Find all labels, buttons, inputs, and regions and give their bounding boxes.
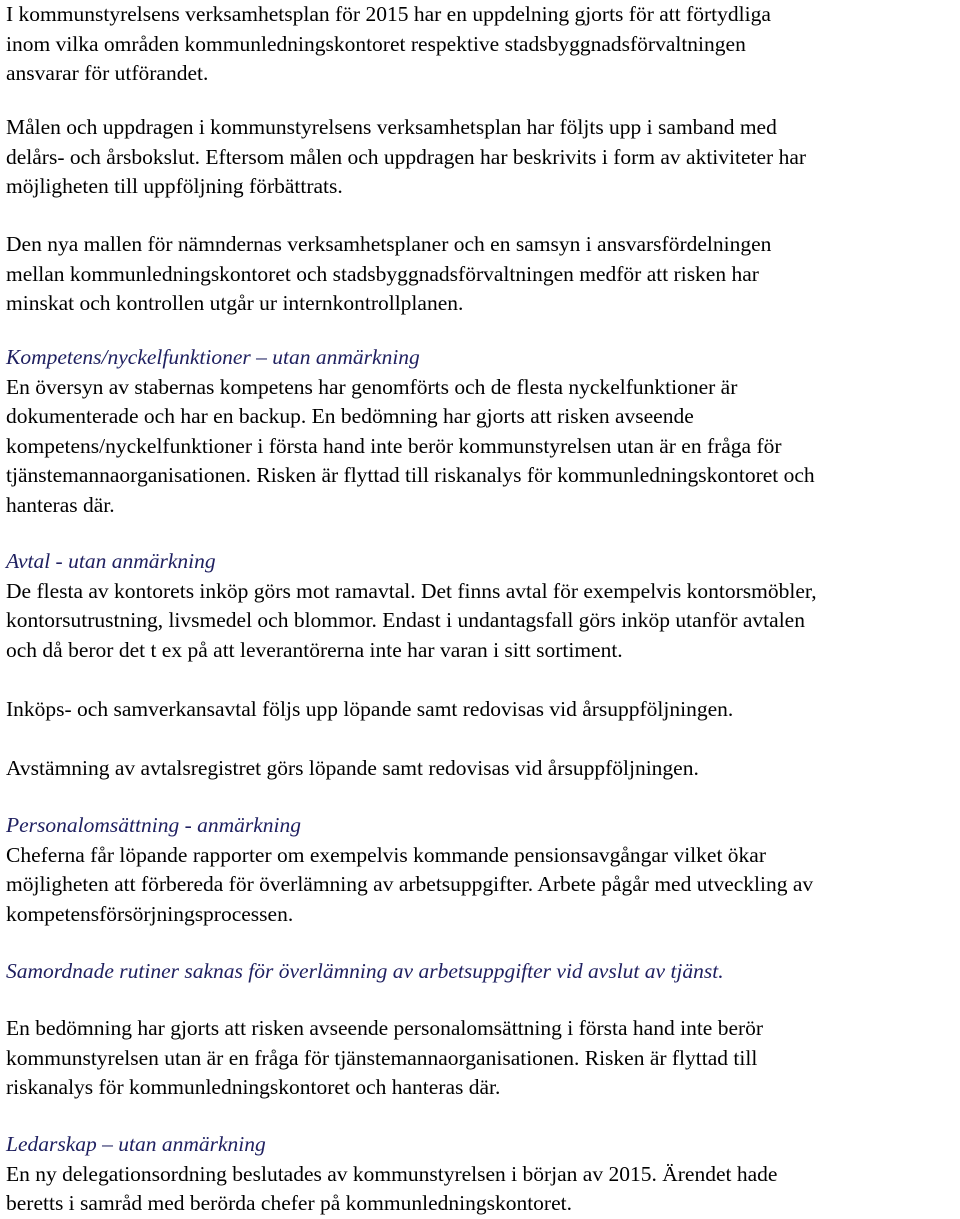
italic-text-line: Samordnade rutiner saknas för överlämning av arbetsuppgifter vid avslut av tjänst. — [6, 959, 724, 983]
text-line: En ny delegationsordning beslutades av kommunstyrelsen i början av 2015. Ärendet hade — [6, 1161, 778, 1186]
text-line: kompetensförsörjningsprocessen. — [6, 901, 294, 926]
text-line: kontorsutrustning, livsmedel och blommor. Endast i undantagsfall görs inköp utanför avtalen — [6, 608, 805, 632]
section-heading: Kompetens/nyckelfunktioner – utan anmärkning — [6, 345, 420, 369]
paragraph-samordnade — [6, 957, 956, 987]
text-line: Målen och uppdragen i kommunstyrelsens verksamhetsplan har följts upp i samband med — [6, 115, 777, 139]
section-heading: Personalomsättning - anmärkning — [6, 813, 302, 837]
text-line: En översyn av stabernas kompetens har genomförts och de flesta nyckelfunktioner är — [6, 374, 738, 399]
text-line: De flesta av kontorets inköp görs mot ramavtal. Det finns avtal för exempelvis kontorsmöbler, — [6, 578, 817, 603]
text-line: ansvarar för utförandet. — [6, 61, 209, 85]
section-kompetens — [6, 343, 956, 520]
text-line: I kommunstyrelsens verksamhetsplan för 2015 har en uppdelning gjorts för att förtydliga — [6, 2, 771, 26]
text-line: mellan kommunledningskontoret och stadsbyggnadsförvaltningen medför att risken har — [6, 261, 759, 286]
text-line: möjligheten till uppföljning förbättrats. — [6, 174, 343, 198]
text-line: och då beror det t ex på att leverantörerna inte har varan i sitt sortiment. — [6, 637, 623, 662]
paragraph-avstamning — [6, 754, 956, 784]
paragraph-verksamhetsplan — [6, 0, 956, 89]
text-line: kommunstyrelsen utan är en fråga för tjänstemannaorganisationen. Risken är flyttad till — [6, 1045, 758, 1070]
text-line: dokumenterade och har en backup. En bedömning har gjorts att risken avseende — [6, 404, 694, 428]
text-line: beretts i samråd med berörda chefer på kommunledningskontoret. — [6, 1191, 572, 1215]
text-line: Cheferna får löpande rapporter om exempelvis kommande pensionsavgångar vilket ökar — [6, 842, 766, 867]
paragraph-bedomning — [6, 1014, 956, 1103]
text-line: delårs- och årsbokslut. Eftersom målen och uppdragen har beskrivits i form av aktiviteter har — [6, 144, 807, 169]
text-line: En bedömning har gjorts att risken avseende personalomsättning i första hand inte berör — [6, 1016, 764, 1040]
text-line: Avstämning av avtalsregistret görs löpande samt redovisas vid årsuppföljningen. — [6, 756, 699, 780]
text-line: Inköps- och samverkansavtal följs upp löpande samt redovisas vid årsuppföljningen. — [6, 697, 734, 721]
section-avtal — [6, 547, 956, 665]
paragraph-malen — [6, 113, 956, 202]
text-line: minskat och kontrollen utgår ur internkontrollplanen. — [6, 291, 464, 315]
text-line: riskanalys för kommunledningskontoret och hanteras där. — [6, 1075, 501, 1099]
text-line: kompetens/nyckelfunktioner i första hand inte berör kommunstyrelsen utan är en fråga för — [6, 433, 782, 458]
section-ledarskap — [6, 1130, 956, 1219]
section-heading: Avtal - utan anmärkning — [6, 549, 216, 573]
text-line: hanteras där. — [6, 492, 115, 517]
text-line: tjänstemannaorganisationen. Risken är flyttad till riskanalys för kommunledningskontoret och — [6, 463, 815, 487]
section-heading: Ledarskap – utan anmärkning — [6, 1132, 266, 1156]
paragraph-inkops — [6, 695, 956, 725]
section-personalomsattning — [6, 811, 956, 929]
text-line: inom vilka områden kommunledningskontoret respektive stadsbyggnadsförvaltningen — [6, 31, 746, 56]
paragraph-mallen — [6, 230, 956, 319]
text-line: möjligheten att förbereda för överlämning av arbetsuppgifter. Arbete pågår med utveckling av — [6, 872, 814, 896]
text-line: Den nya mallen för nämndernas verksamhetsplaner och en samsyn i ansvarsfördelningen — [6, 232, 772, 256]
